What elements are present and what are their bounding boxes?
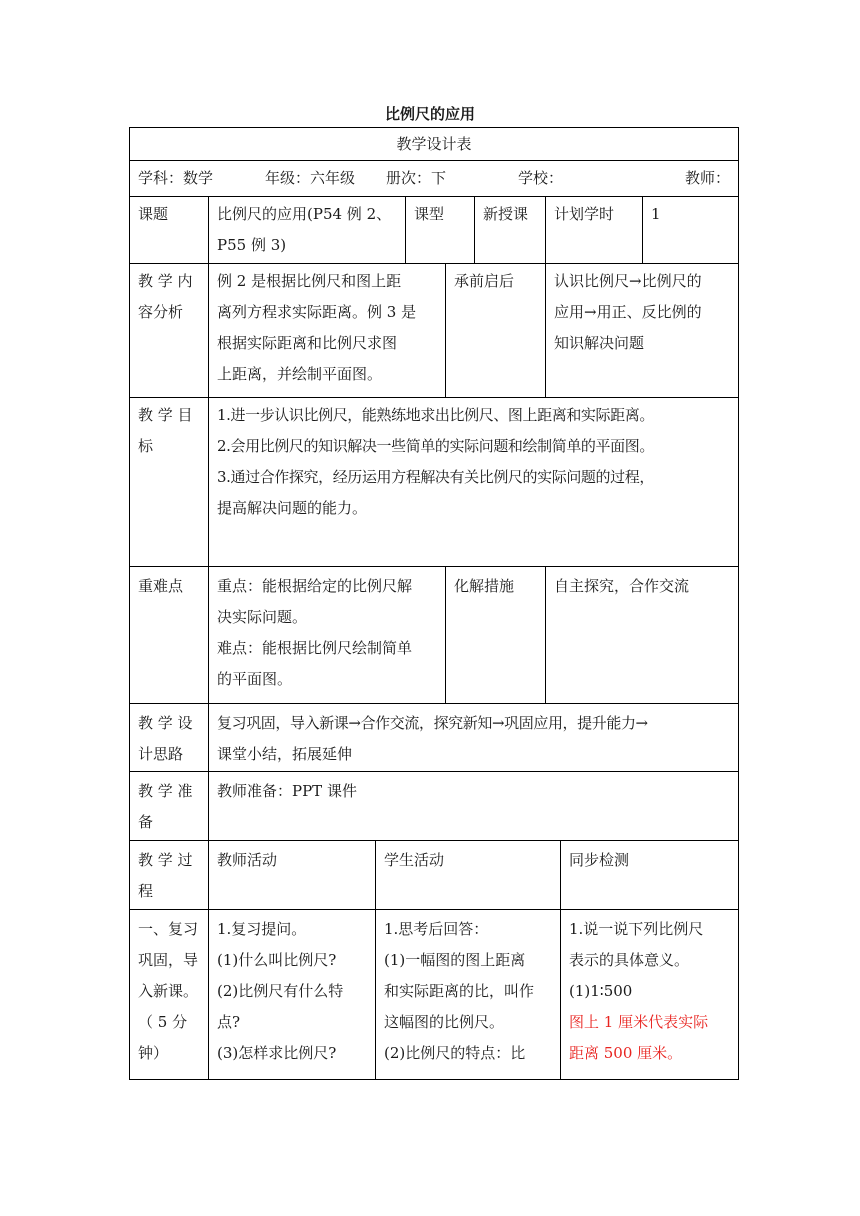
topic-value-cell xyxy=(208,196,406,264)
measures-value: 自主探究，合作交流 xyxy=(554,577,690,595)
hours-value-cell xyxy=(642,196,739,264)
link-line: 应用→用正、反比例的 xyxy=(554,303,702,321)
key-point-line: 的平面图。 xyxy=(217,670,293,688)
content-analysis-line: 根据实际距离和比例尺求图 xyxy=(217,334,398,352)
stage1-label-line: 入新课。 xyxy=(138,982,199,1000)
stage1-teacher-line: (1)什么叫比例尺? xyxy=(217,951,337,969)
key-points-label-cell xyxy=(129,566,209,704)
key-point-line: 重点：能根据给定的比例尺解 xyxy=(217,577,413,595)
content-analysis-label-2: 容分析 xyxy=(138,303,184,321)
info-volume: 册次：下 xyxy=(386,169,447,187)
objectives-cell xyxy=(208,397,739,567)
stage1-check-line: (1)1∶500 xyxy=(569,982,633,1000)
process-teacher-header: 教师活动 xyxy=(217,851,278,869)
measures-label: 化解措施 xyxy=(454,577,515,595)
design-idea-line: 课堂小结，拓展延伸 xyxy=(217,745,353,763)
stage1-check-line: 1.说一说下列比例尺 xyxy=(569,920,704,938)
stage1-check-answer: 图上 1 厘米代表实际 xyxy=(569,1013,709,1031)
link-line: 认识比例尺→比例尺的 xyxy=(554,272,702,290)
topic-value-line1: 比例尺的应用(P54 例 2、 xyxy=(217,205,392,223)
link-value-cell xyxy=(545,263,739,398)
topic-value-line2: P55 例 3) xyxy=(217,236,287,254)
preparation-label-2: 备 xyxy=(138,813,154,831)
stage1-label-line: 一、复习 xyxy=(138,920,199,938)
type-value-cell xyxy=(474,196,546,264)
preparation-label-cell xyxy=(129,771,209,841)
stage1-teacher-line: (2)比例尺有什么特 xyxy=(217,982,344,1000)
key-point-line: 难点：能根据比例尺绘制简单 xyxy=(217,639,413,657)
stage1-student-line: 和实际距离的比，叫作 xyxy=(384,982,535,1000)
document-title: 比例尺的应用 xyxy=(384,105,475,123)
info-teacher: 教师： xyxy=(685,169,731,187)
design-idea-line: 复习巩固，导入新课→合作交流，探究新知→巩固应用，提升能力→ xyxy=(217,714,648,732)
topic-label: 课题 xyxy=(138,205,169,223)
type-label: 课型 xyxy=(414,205,445,223)
content-analysis-line: 例 2 是根据比例尺和图上距 xyxy=(217,272,402,290)
stage1-student-line: (1)一幅图的图上距离 xyxy=(384,951,526,969)
design-idea-label-1: 教 学 设 xyxy=(138,714,193,732)
stage1-label-line: 钟） xyxy=(138,1044,169,1062)
info-row xyxy=(129,160,739,197)
hours-label: 计划学时 xyxy=(554,205,615,223)
process-teacher-header-cell xyxy=(208,840,376,910)
process-label-1: 教 学 过 xyxy=(138,851,193,869)
stage1-check-cell xyxy=(560,909,739,1080)
design-idea-cell xyxy=(208,703,739,772)
design-idea-label-2: 计思路 xyxy=(138,745,184,763)
link-label: 承前启后 xyxy=(454,272,515,290)
key-points-label: 重难点 xyxy=(138,577,184,595)
preparation-label-1: 教 学 准 xyxy=(138,782,193,800)
info-grade: 年级：六年级 xyxy=(265,169,356,187)
info-school: 学校： xyxy=(518,169,564,187)
objectives-label-cell xyxy=(129,397,209,567)
content-analysis-line: 离列方程求实际距离。例 3 是 xyxy=(217,303,417,321)
table-title-cell xyxy=(129,127,739,161)
stage1-teacher-line: (3)怎样求比例尺? xyxy=(217,1044,337,1062)
process-check-header: 同步检测 xyxy=(569,851,630,869)
hours-label-cell xyxy=(545,196,643,264)
measures-value-cell xyxy=(545,566,739,704)
design-idea-label-cell xyxy=(129,703,209,772)
process-student-header: 学生活动 xyxy=(384,851,445,869)
objectives-label-2: 标 xyxy=(138,437,154,455)
stage1-label-line: 巩固，导 xyxy=(138,951,199,969)
measures-label-cell xyxy=(445,566,546,704)
objectives-label-1: 教 学 目 xyxy=(138,406,193,424)
stage1-label-cell xyxy=(129,909,209,1080)
info-subject: 学科：数学 xyxy=(138,169,214,187)
hours-value: 1 xyxy=(651,205,661,223)
content-analysis-line: 上距离，并绘制平面图。 xyxy=(217,365,383,383)
objective-line: 提高解决问题的能力。 xyxy=(217,499,368,517)
stage1-student-cell xyxy=(375,909,561,1080)
key-points-cell xyxy=(208,566,446,704)
stage1-teacher-cell xyxy=(208,909,376,1080)
topic-label-cell xyxy=(129,196,209,264)
content-analysis-label-1: 教 学 内 xyxy=(138,272,193,290)
process-student-header-cell xyxy=(375,840,561,910)
objective-line: 1.进一步认识比例尺，能熟练地求出比例尺、图上距离和实际距离。 xyxy=(217,406,654,424)
stage1-teacher-line: 点? xyxy=(217,1013,241,1031)
link-line: 知识解决问题 xyxy=(554,334,645,352)
stage1-teacher-line: 1.复习提问。 xyxy=(217,920,307,938)
stage1-label-line: （ 5 分 xyxy=(138,1013,188,1031)
process-label-2: 程 xyxy=(138,882,154,900)
stage1-check-line: 表示的具体意义。 xyxy=(569,951,690,969)
link-label-cell xyxy=(445,263,546,398)
preparation-value: 教师准备：PPT 课件 xyxy=(217,782,357,800)
key-point-line: 决实际问题。 xyxy=(217,608,308,626)
stage1-check-answer: 距离 500 厘米。 xyxy=(569,1044,683,1062)
preparation-cell xyxy=(208,771,739,841)
objective-line: 2.会用比例尺的知识解决一些简单的实际问题和绘制简单的平面图。 xyxy=(217,437,654,455)
process-label-cell xyxy=(129,840,209,910)
objective-line: 3.通过合作探究，经历运用方程解决有关比例尺的实际问题的过程， xyxy=(217,468,654,486)
content-analysis-label-cell xyxy=(129,263,209,398)
stage1-student-line: (2)比例尺的特点：比 xyxy=(384,1044,526,1062)
type-value: 新授课 xyxy=(483,205,529,223)
table-title: 教学设计表 xyxy=(396,135,472,153)
stage1-student-line: 这幅图的比例尺。 xyxy=(384,1013,505,1031)
type-label-cell xyxy=(405,196,475,264)
content-analysis-cell xyxy=(208,263,446,398)
stage1-student-line: 1.思考后回答： xyxy=(384,920,489,938)
process-check-header-cell xyxy=(560,840,739,910)
